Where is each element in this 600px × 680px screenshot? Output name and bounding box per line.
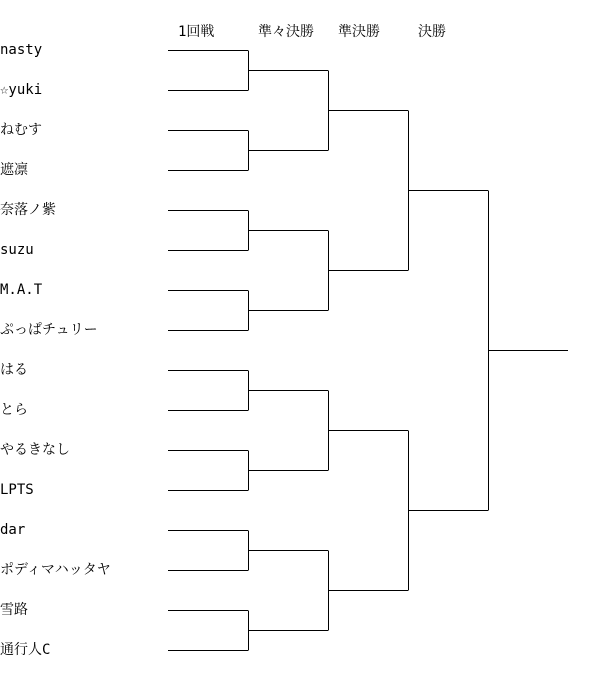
player-name: ぷっぱチュリー (0, 322, 98, 338)
player-name: 遮凛 (0, 162, 28, 178)
player-name: ねむす (0, 122, 42, 138)
player-name: dar (0, 522, 26, 538)
round-label-quarterfinal: 準々決勝 (258, 24, 314, 40)
player-name: nasty (0, 42, 43, 58)
player-name: とら (0, 402, 28, 418)
player-name: やるきなし (0, 442, 70, 458)
player-name: はる (0, 362, 28, 378)
round-label-final: 決勝 (418, 24, 446, 40)
player-name: M.A.T (0, 282, 43, 298)
player-name: 雪路 (0, 602, 28, 618)
round-label-first-round: 1回戦 (178, 24, 215, 40)
player-name: 奈落ノ紫 (0, 202, 56, 218)
player-name: ポディマハッタヤ (0, 562, 111, 578)
player-name: ☆yuki (0, 82, 43, 98)
player-name: 通行人C (0, 642, 51, 658)
player-name: LPTS (0, 482, 34, 498)
round-label-semifinal: 準決勝 (338, 24, 380, 40)
player-name: suzu (0, 242, 34, 258)
